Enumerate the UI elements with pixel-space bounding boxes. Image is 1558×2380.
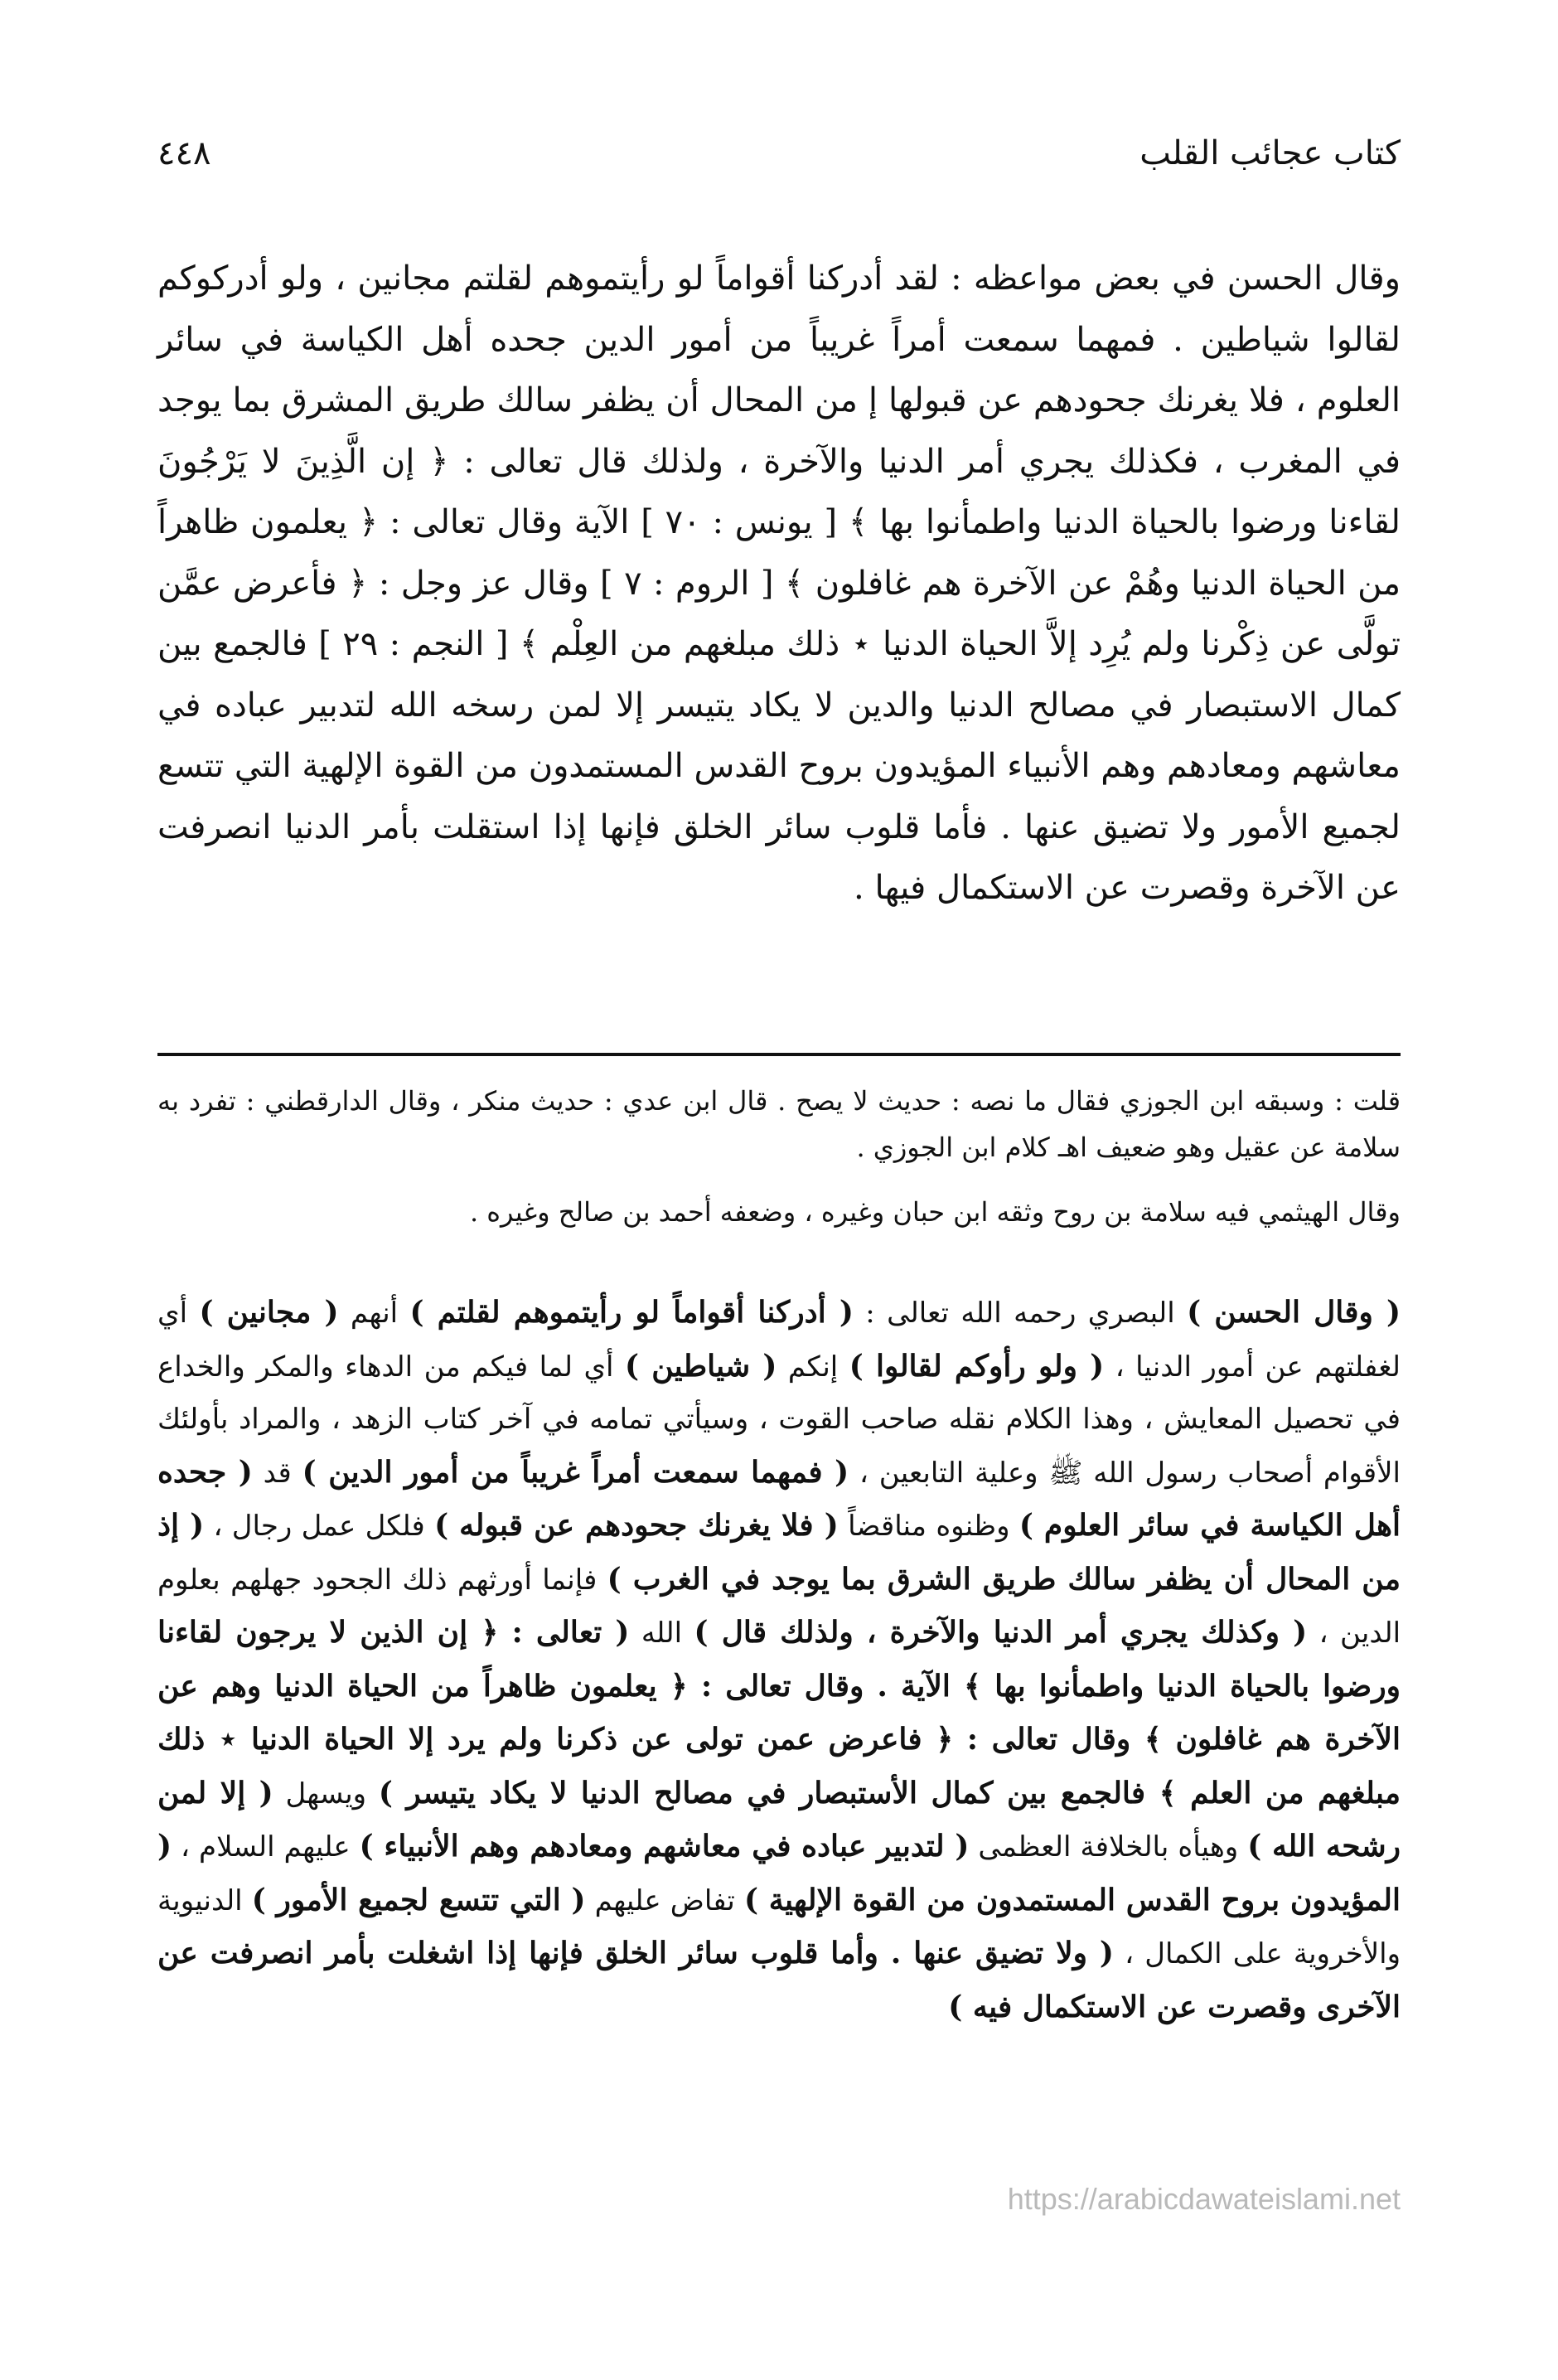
page-number: ٤٤٨ <box>157 134 211 172</box>
quoted-text: ( المؤيدون بروح القدس المستمدون من القوة الإلهية ) <box>157 1829 1401 1917</box>
explanation-text: فإنما أورثهم ذلك الجحود جهلهم بعلوم الدين ، <box>157 1563 1401 1650</box>
explanation-text: الدنيوية والأخروية على الكمال ، <box>157 1883 1401 1970</box>
page-header <box>157 124 1401 182</box>
explanation-text: فلكل عمل رجال ، <box>204 1510 435 1543</box>
quoted-text: ( فلا يغرنك جحودهم عن قبوله ) <box>434 1508 839 1543</box>
explanation-text: أي لغفلتهم عن أمور الدنيا ، <box>157 1297 1401 1384</box>
quoted-text: ( إلا لمن رشحه الله ) <box>157 1775 1401 1864</box>
explanation-text: الله <box>629 1617 694 1650</box>
explanation-text: عليهم السلام ، <box>172 1830 360 1864</box>
explanation-text: تفاض عليهم <box>585 1883 744 1917</box>
quoted-text: ( وكذلك يجري أمر الدنيا والآخرة ، ولذلك قال ) <box>694 1615 1308 1650</box>
quoted-text: ( ولا تضيق عنها . وأما قلوب سائر الخلق فإنها إذا اشغلت بأمر انصرفت عن الآخرى وقصرت عن الاستكمال فيه ) <box>157 1936 1401 2024</box>
quoted-text: ( إذ من المحال أن يظفر سالك طريق الشرق بما يوجد في الغرب ) <box>157 1508 1401 1597</box>
quoted-text: ( أدركنا أقواماً لو رأيتموهم لقلتم ) <box>409 1295 854 1330</box>
quoted-text: ( تعالى : ﴿ إن الذين لا يرجون لقاءنا ورضوا بالحياة الدنيا واطمأنوا بها ﴾ الآية . وقال تعالى : ﴿ يعلمون ظاهراً من الحياة الدنيا وهم عن الآخرة هم غافلون ﴾ وقال تعالى : ﴿ فاعرض عمن تولى عن ذكرنا ولم يرد إلا الحياة الدنيا ⋆ ذلك مبلغهم من العلم ﴾ فالجمع بين كمال الأستبصار في مصالح الدنيا لا يكاد يتيسر ) <box>157 1615 1401 1810</box>
watermark: https://arabicdawateislami.net <box>1007 2182 1401 2216</box>
quoted-text: ( ولو رأوكم لقالوا ) <box>849 1348 1105 1384</box>
explanation-text: ويسهل <box>273 1777 379 1810</box>
explanation-text: وهيأه بالخلافة العظمى <box>969 1830 1248 1864</box>
explanation-text: وظنوه مناقضاً <box>838 1510 1019 1543</box>
quoted-text: ( فمهما سمعت أمراً غريباً من أمور الدين ) <box>302 1454 849 1490</box>
quoted-text: ( التي تتسع لجميع الأمور ) <box>251 1882 586 1917</box>
explanation-text: أنهم <box>338 1297 410 1330</box>
commentary-paragraph <box>157 1287 1401 2034</box>
footnotes <box>157 1078 1401 1235</box>
main-paragraph: وقال الحسن في بعض مواعظه : لقد أدركنا أقواماً لو رأيتموهم لقلتم مجانين ، ولو أدركوكم لقالوا شياطين . فمهما سمعت أمراً غريباً من أمور الدين جحده أهل الكياسة في سائر العلوم ، فلا يغرنك جحودهم عن قبولها إ من المحال أن يظفر سالك طريق المشرق بما يوجد في المغرب ، فكذلك يجري أمر الدنيا والآخرة ، ولذلك قال تعالى : ﴿ إن الَّذِينَ لا يَرْجُونَ لقاءنا ورضوا بالحياة الدنيا واطمأنوا بها ﴾ [ يونس : ٧٠ ] الآية وقال تعالى : ﴿ يعلمون ظاهراً من الحياة الدنيا وهُمْ عن الآخرة هم غافلون ﴾ [ الروم : ٧ ] وقال عز وجل : ﴿ فأعرض عمَّن تولَّى عن ذِكْرنا ولم يُرِد إلاَّ الحياة الدنيا ⋆ ذلك مبلغهم من العِلْم ﴾ [ النجم : ٢٩ ] فالجمع بين كمال الاستبصار في مصالح الدنيا والدين لا يكاد يتيسر إلا لمن رسخه الله لتدبير عباده في معاشهم ومعادهم وهم الأنبياء المؤيدون بروح القدس المستمدون من القوة الإلهية التي تتسع لجميع الأمور ولا تضيق عنها . فأما قلوب سائر الخلق فإنها إذا استقلت بأمر الدنيا انصرفت عن الآخرة وقصرت عن الاستكمال فيها . <box>157 259 1401 907</box>
explanation-text: أي لما فيكم من الدهاء والمكر والخداع في تحصيل المعايش ، وهذا الكلام نقله صاحب القوت ، وسيأتي تمامه في آخر كتاب الزهد ، والمراد بأولئك الأقوام أصحاب رسول الله ﷺ وعلية التابعين ، <box>157 1350 1401 1490</box>
book-title: كتاب عجائب القلب <box>1139 134 1401 172</box>
explanation-text: البصري رحمه الله تعالى : <box>853 1297 1188 1330</box>
quoted-text: ( مجانين ) <box>199 1295 339 1330</box>
quoted-text: ( لتدبير عباده في معاشهم ومعادهم وهم الأنبياء ) <box>359 1829 970 1864</box>
footnote-1: قلت : وسبقه ابن الجوزي فقال ما نصه : حديث لا يصح . قال ابن عدي : حديث منكر ، وقال الدارقطني : تفرد به سلامة عن عقيل وهو ضعيف اهـ كلام ابن الجوزي . <box>157 1085 1401 1163</box>
quoted-text: ( شياطين ) <box>625 1348 777 1384</box>
quoted-text: ( وقال الحسن ) <box>1187 1295 1401 1330</box>
explanation-text: قد <box>252 1456 302 1490</box>
footnote-2: وقال الهيثمي فيه سلامة بن روح وثقه ابن حبان وغيره ، وضعفه أحمد بن صالح وغيره . <box>469 1196 1401 1228</box>
footnote-divider <box>157 1053 1401 1056</box>
quoted-text: ( جحده أهل الكياسة في سائر العلوم ) <box>157 1454 1401 1543</box>
main-text <box>157 249 1401 919</box>
explanation-text: إنكم <box>777 1350 849 1384</box>
commentary <box>157 1287 1401 2034</box>
